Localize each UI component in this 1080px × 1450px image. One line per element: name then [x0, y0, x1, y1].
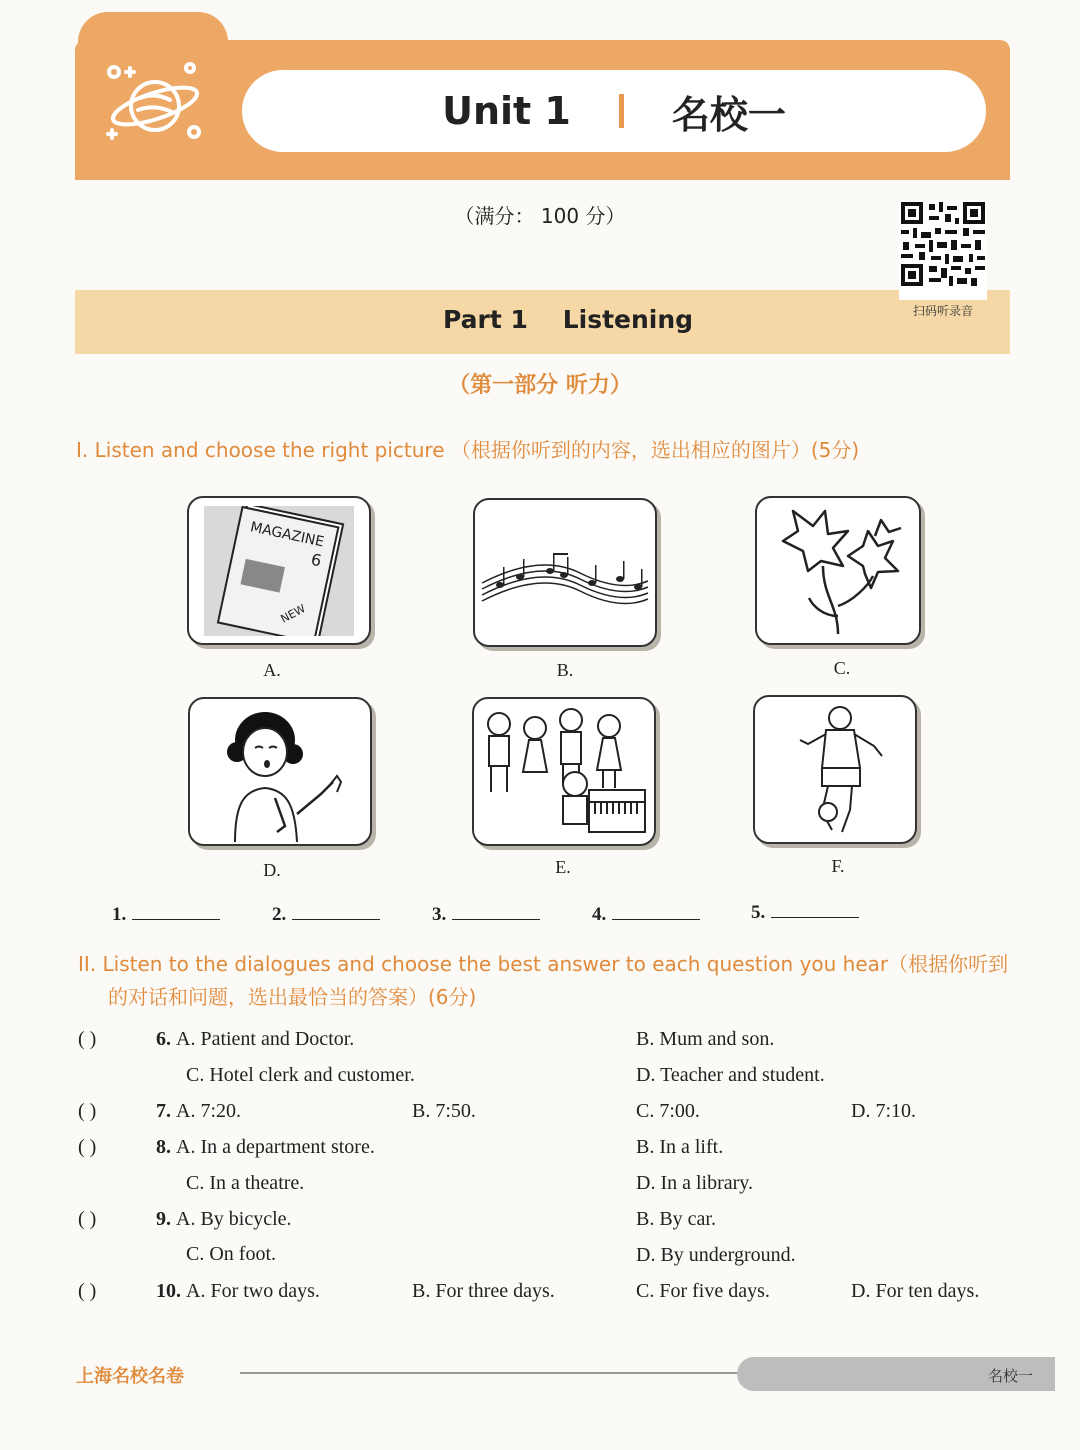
- section-2-label-cn-1: （根据你听到: [888, 952, 1009, 976]
- blank-line[interactable]: [612, 919, 700, 920]
- question-number: 9.: [156, 1208, 171, 1230]
- picture-label-d: D.: [263, 860, 281, 880]
- answer-blank-5[interactable]: [751, 902, 859, 924]
- footer-page-label: 名校一: [988, 1367, 1034, 1385]
- qr-code-icon[interactable]: [899, 200, 987, 300]
- question-9: [156, 1208, 292, 1231]
- question-number: 10.: [156, 1280, 181, 1302]
- choir-piano-icon: [479, 702, 649, 842]
- option-b: B. For three days.: [412, 1280, 555, 1302]
- option-a: A. Patient and Doctor.: [176, 1028, 355, 1050]
- answer-paren-8[interactable]: ( ): [78, 1136, 97, 1158]
- footer-series-name: 上海名校名卷: [76, 1366, 184, 1387]
- question-number: 7.: [156, 1100, 171, 1122]
- question-number: 8.: [156, 1136, 171, 1158]
- option-c: C. On foot.: [186, 1243, 276, 1265]
- picture-label-f: F.: [831, 856, 845, 876]
- blank-number: 3.: [432, 904, 447, 925]
- blank-line[interactable]: [132, 919, 220, 920]
- option-d: D. In a library.: [636, 1172, 753, 1194]
- option-d: D. 7:10.: [851, 1100, 916, 1122]
- option-a: A. By bicycle.: [176, 1208, 292, 1230]
- magazine-icon: [204, 506, 354, 636]
- question-8: [156, 1136, 375, 1159]
- section-1-heading: [76, 434, 859, 463]
- option-d: D. By underground.: [636, 1244, 796, 1266]
- school-title: 名校一: [671, 92, 786, 137]
- answer-blank-2[interactable]: [272, 904, 380, 926]
- option-a: A. In a department store.: [176, 1136, 375, 1158]
- option-b: B. Mum and son.: [636, 1028, 775, 1050]
- picture-e[interactable]: [472, 697, 656, 846]
- option-b: B. 7:50.: [412, 1100, 476, 1122]
- football-player-icon: [770, 700, 900, 840]
- picture-label-a: A.: [263, 660, 281, 680]
- magazine-new: NEW: [278, 601, 308, 626]
- answer-paren-9[interactable]: ( ): [78, 1208, 97, 1230]
- question-6: [156, 1028, 354, 1051]
- singing-girl-icon: [205, 702, 355, 842]
- blank-number: 2.: [272, 904, 287, 925]
- blank-number: 1.: [112, 904, 127, 925]
- picture-label-c: C.: [833, 658, 851, 678]
- option-c: C. 7:00.: [636, 1100, 700, 1122]
- answer-paren-7[interactable]: ( ): [78, 1100, 97, 1122]
- blank-number: 4.: [592, 904, 607, 925]
- section-1-label-cn: （根据你听到的内容，选出相应的图片）(5分): [450, 438, 860, 462]
- full-score: （满分： 100 分）: [454, 204, 626, 228]
- qr-caption: 扫码听录音: [912, 304, 973, 318]
- option-a: A. 7:20.: [176, 1100, 241, 1122]
- section-2-heading: [78, 948, 1008, 977]
- picture-c[interactable]: [755, 496, 921, 645]
- title-separator: [619, 94, 624, 128]
- unit-title: Unit 1: [442, 89, 571, 133]
- option-a: A. For two days.: [186, 1280, 320, 1302]
- answer-paren-10[interactable]: ( ): [78, 1280, 97, 1302]
- section-2-heading-cont: 的对话和问题，选出最恰当的答案）(6分): [108, 985, 477, 1009]
- answer-blank-1[interactable]: [112, 904, 220, 926]
- option-b: B. In a lift.: [636, 1136, 724, 1158]
- answer-blank-3[interactable]: [432, 904, 540, 926]
- magazine-number: 6: [309, 549, 324, 570]
- picture-d[interactable]: [188, 697, 372, 846]
- planet-icon: [100, 58, 210, 148]
- option-d: D. Teacher and student.: [636, 1064, 825, 1086]
- footer-divider: [240, 1372, 740, 1374]
- blank-line[interactable]: [292, 919, 380, 920]
- answer-blank-4[interactable]: [592, 904, 700, 926]
- blank-number: 5.: [751, 902, 766, 923]
- picture-b[interactable]: [473, 498, 657, 647]
- question-number: 6.: [156, 1028, 171, 1050]
- picture-label-b: B.: [556, 660, 574, 680]
- blank-line[interactable]: [771, 917, 859, 918]
- option-c: C. For five days.: [636, 1280, 770, 1302]
- blank-line[interactable]: [452, 919, 540, 920]
- option-b: B. By car.: [636, 1208, 716, 1230]
- option-c: C. In a theatre.: [186, 1172, 305, 1194]
- title-pill: [242, 70, 986, 152]
- picture-f[interactable]: [753, 695, 917, 844]
- option-d: D. For ten days.: [851, 1280, 980, 1302]
- picture-a[interactable]: [187, 496, 371, 645]
- picture-label-e: E.: [555, 857, 571, 877]
- section-2-label: II. Listen to the dialogues and choose the best answer to each question you hear: [78, 952, 889, 976]
- part-title: Part 1 Listening: [443, 305, 694, 334]
- section-1-label: I. Listen and choose the right picture: [76, 438, 445, 462]
- music-notes-icon: [480, 533, 650, 613]
- question-10: [156, 1280, 320, 1303]
- magazine-title: MAGAZINE: [248, 518, 326, 551]
- answer-paren-6[interactable]: ( ): [78, 1028, 97, 1050]
- flower-icon: [763, 506, 913, 636]
- option-c: C. Hotel clerk and customer.: [186, 1064, 415, 1086]
- question-7: [156, 1100, 241, 1123]
- part-subtitle: （第一部分 听力）: [448, 373, 632, 398]
